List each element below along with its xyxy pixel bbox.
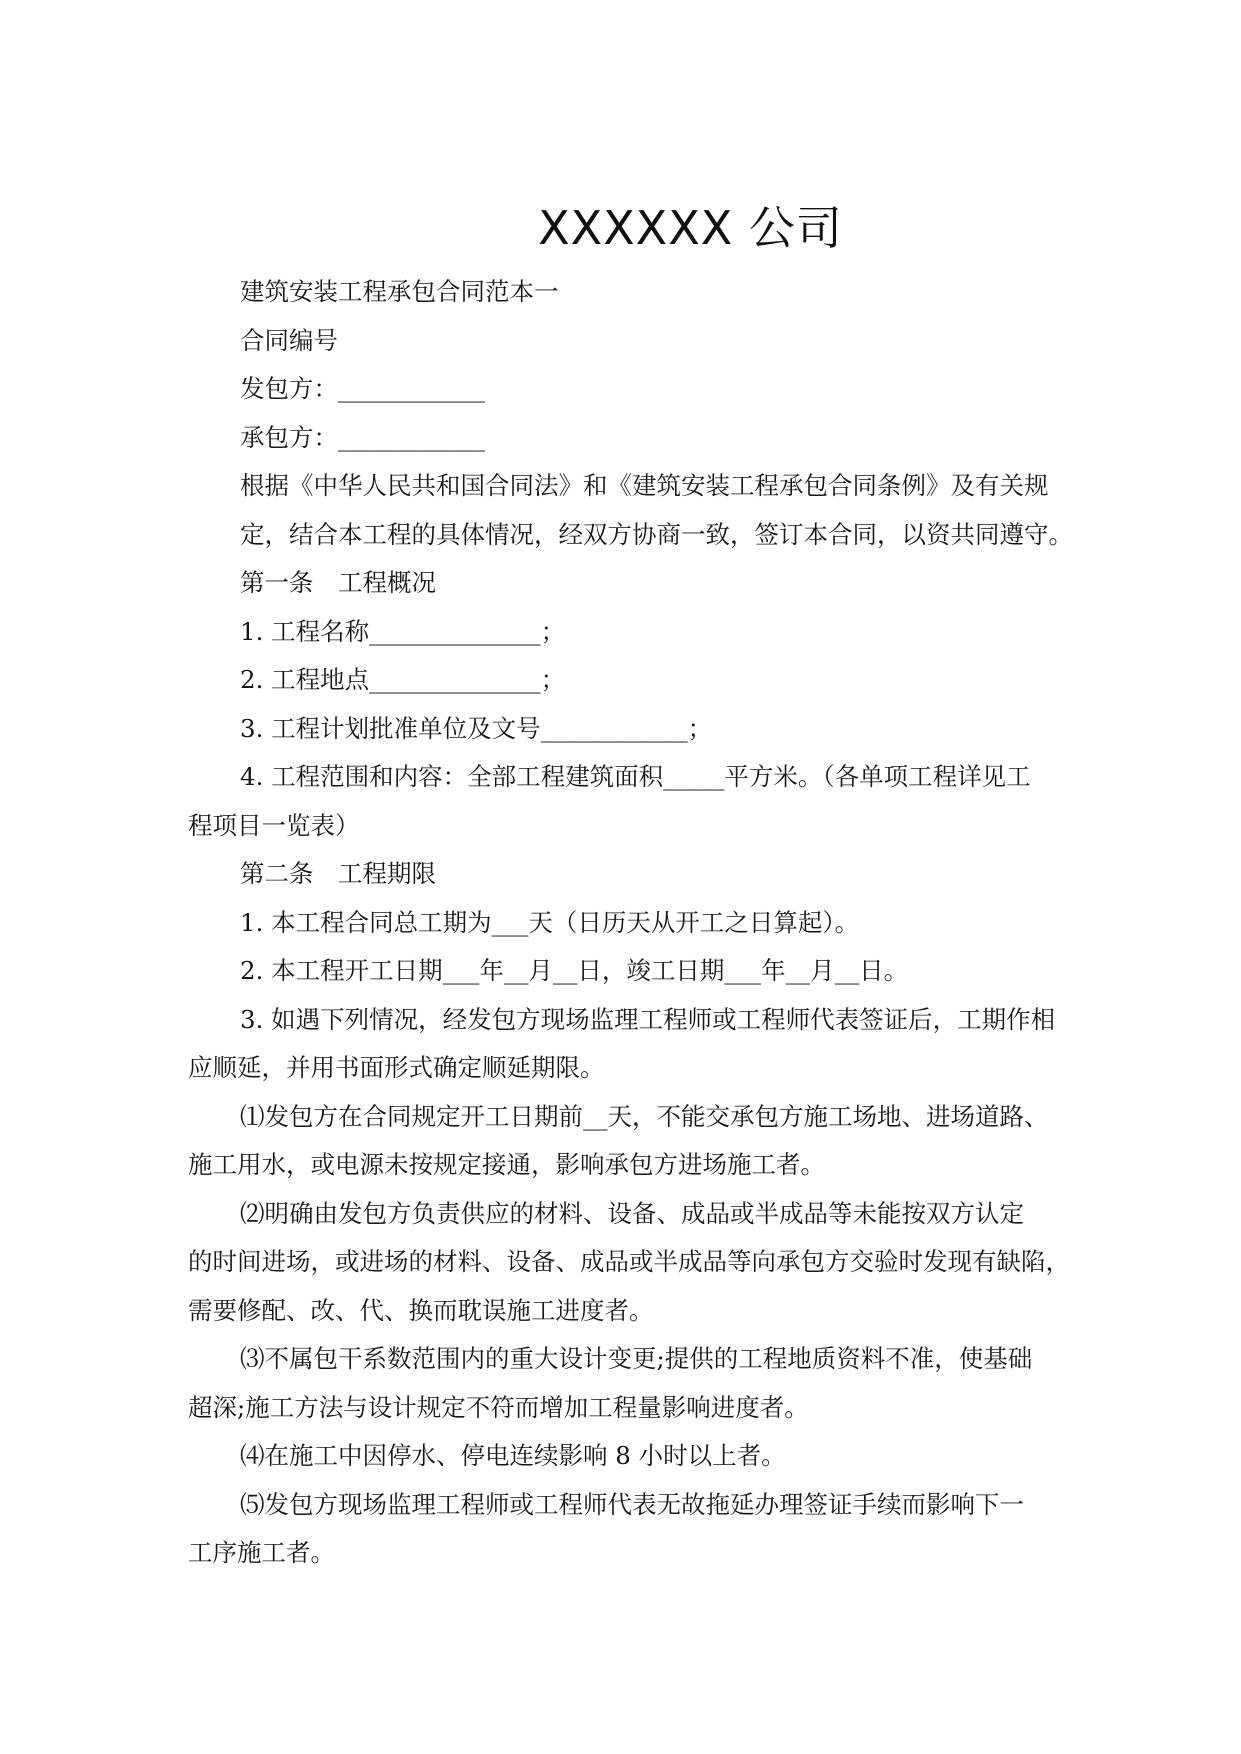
clause-1-line-2: 施工用水，或电源未按规定接通，影响承包方进场施工者。 xyxy=(188,1150,825,1179)
employer-line: 发包方：____________ xyxy=(240,374,485,403)
article-1-item-4-cont: 程项目一览表） xyxy=(188,810,360,840)
company-title: XXXXXX 公司 xyxy=(538,201,843,255)
contract-body xyxy=(188,268,1073,1578)
clause-4-line-1: ⑷在施工中因停水、停电连续影响 8 小时以上者。 xyxy=(240,1441,786,1470)
contract-number-line: 合同编号 xyxy=(240,325,338,355)
article-2-item-3-cont: 应顺延，并用书面形式确定顺延期限。 xyxy=(188,1053,605,1082)
article-2-item-3: 3. 如遇下列情况，经发包方现场监理工程师或工程师代表签证后，工期作相 xyxy=(240,1004,1056,1034)
article-2-heading: 第二条 工程期限 xyxy=(240,859,436,888)
clause-5-line-2: 工序施工者。 xyxy=(188,1538,335,1567)
clause-3-line-1: ⑶不属包干系数范围内的重大设计变更;提供的工程地质资料不准，使基础 xyxy=(240,1344,1033,1373)
article-1-item-4: 4. 工程范围和内容：全部工程建筑面积_____平方米。（各单项工程详见工 xyxy=(240,762,1031,791)
contractor-line: 承包方：____________ xyxy=(240,422,485,452)
clause-2-line-1: ⑵明确由发包方负责供应的材料、设备、成品或半成品等未能按双方认定 xyxy=(240,1198,1024,1228)
preamble-line-2: 定，结合本工程的具体情况，经双方协商一致，签订本合同，以资共同遵守。 xyxy=(240,519,1073,549)
preamble-line-1: 根据《中华人民共和国合同法》和《建筑安装工程承包合同条例》及有关规 xyxy=(240,471,1049,500)
clause-2-line-3: 需要修配、改、代、换而耽误施工进度者。 xyxy=(188,1295,654,1325)
contract-name-line: 建筑安装工程承包合同范本一 xyxy=(240,277,559,306)
article-1-item-1: 1. 工程名称______________； xyxy=(240,616,566,646)
article-2-item-2: 2. 本工程开工日期___年__月__日，竣工日期___年__月__日。 xyxy=(240,956,909,985)
article-1-item-3: 3. 工程计划批准单位及文号____________； xyxy=(240,713,713,743)
clause-3-line-2: 超深;施工方法与设计规定不符而增加工程量影响进度者。 xyxy=(188,1392,809,1422)
clause-2-line-2: 的时间进场，或进场的材料、设备、成品或半成品等向承包方交验时发现有缺陷， xyxy=(188,1247,1070,1276)
article-1-item-2: 2. 工程地点______________； xyxy=(240,665,566,694)
clause-5-line-1: ⑸发包方现场监理工程师或工程师代表无故拖延办理签证手续而影响下一 xyxy=(240,1489,1024,1519)
article-1-heading: 第一条 工程概况 xyxy=(240,568,436,597)
clause-1-line-1: ⑴发包方在合同规定开工日期前__天，不能交承包方施工场地、进场道路、 xyxy=(240,1101,1049,1131)
article-2-item-1: 1. 本工程合同总工期为___天（日历天从开工之日算起）。 xyxy=(240,907,860,937)
